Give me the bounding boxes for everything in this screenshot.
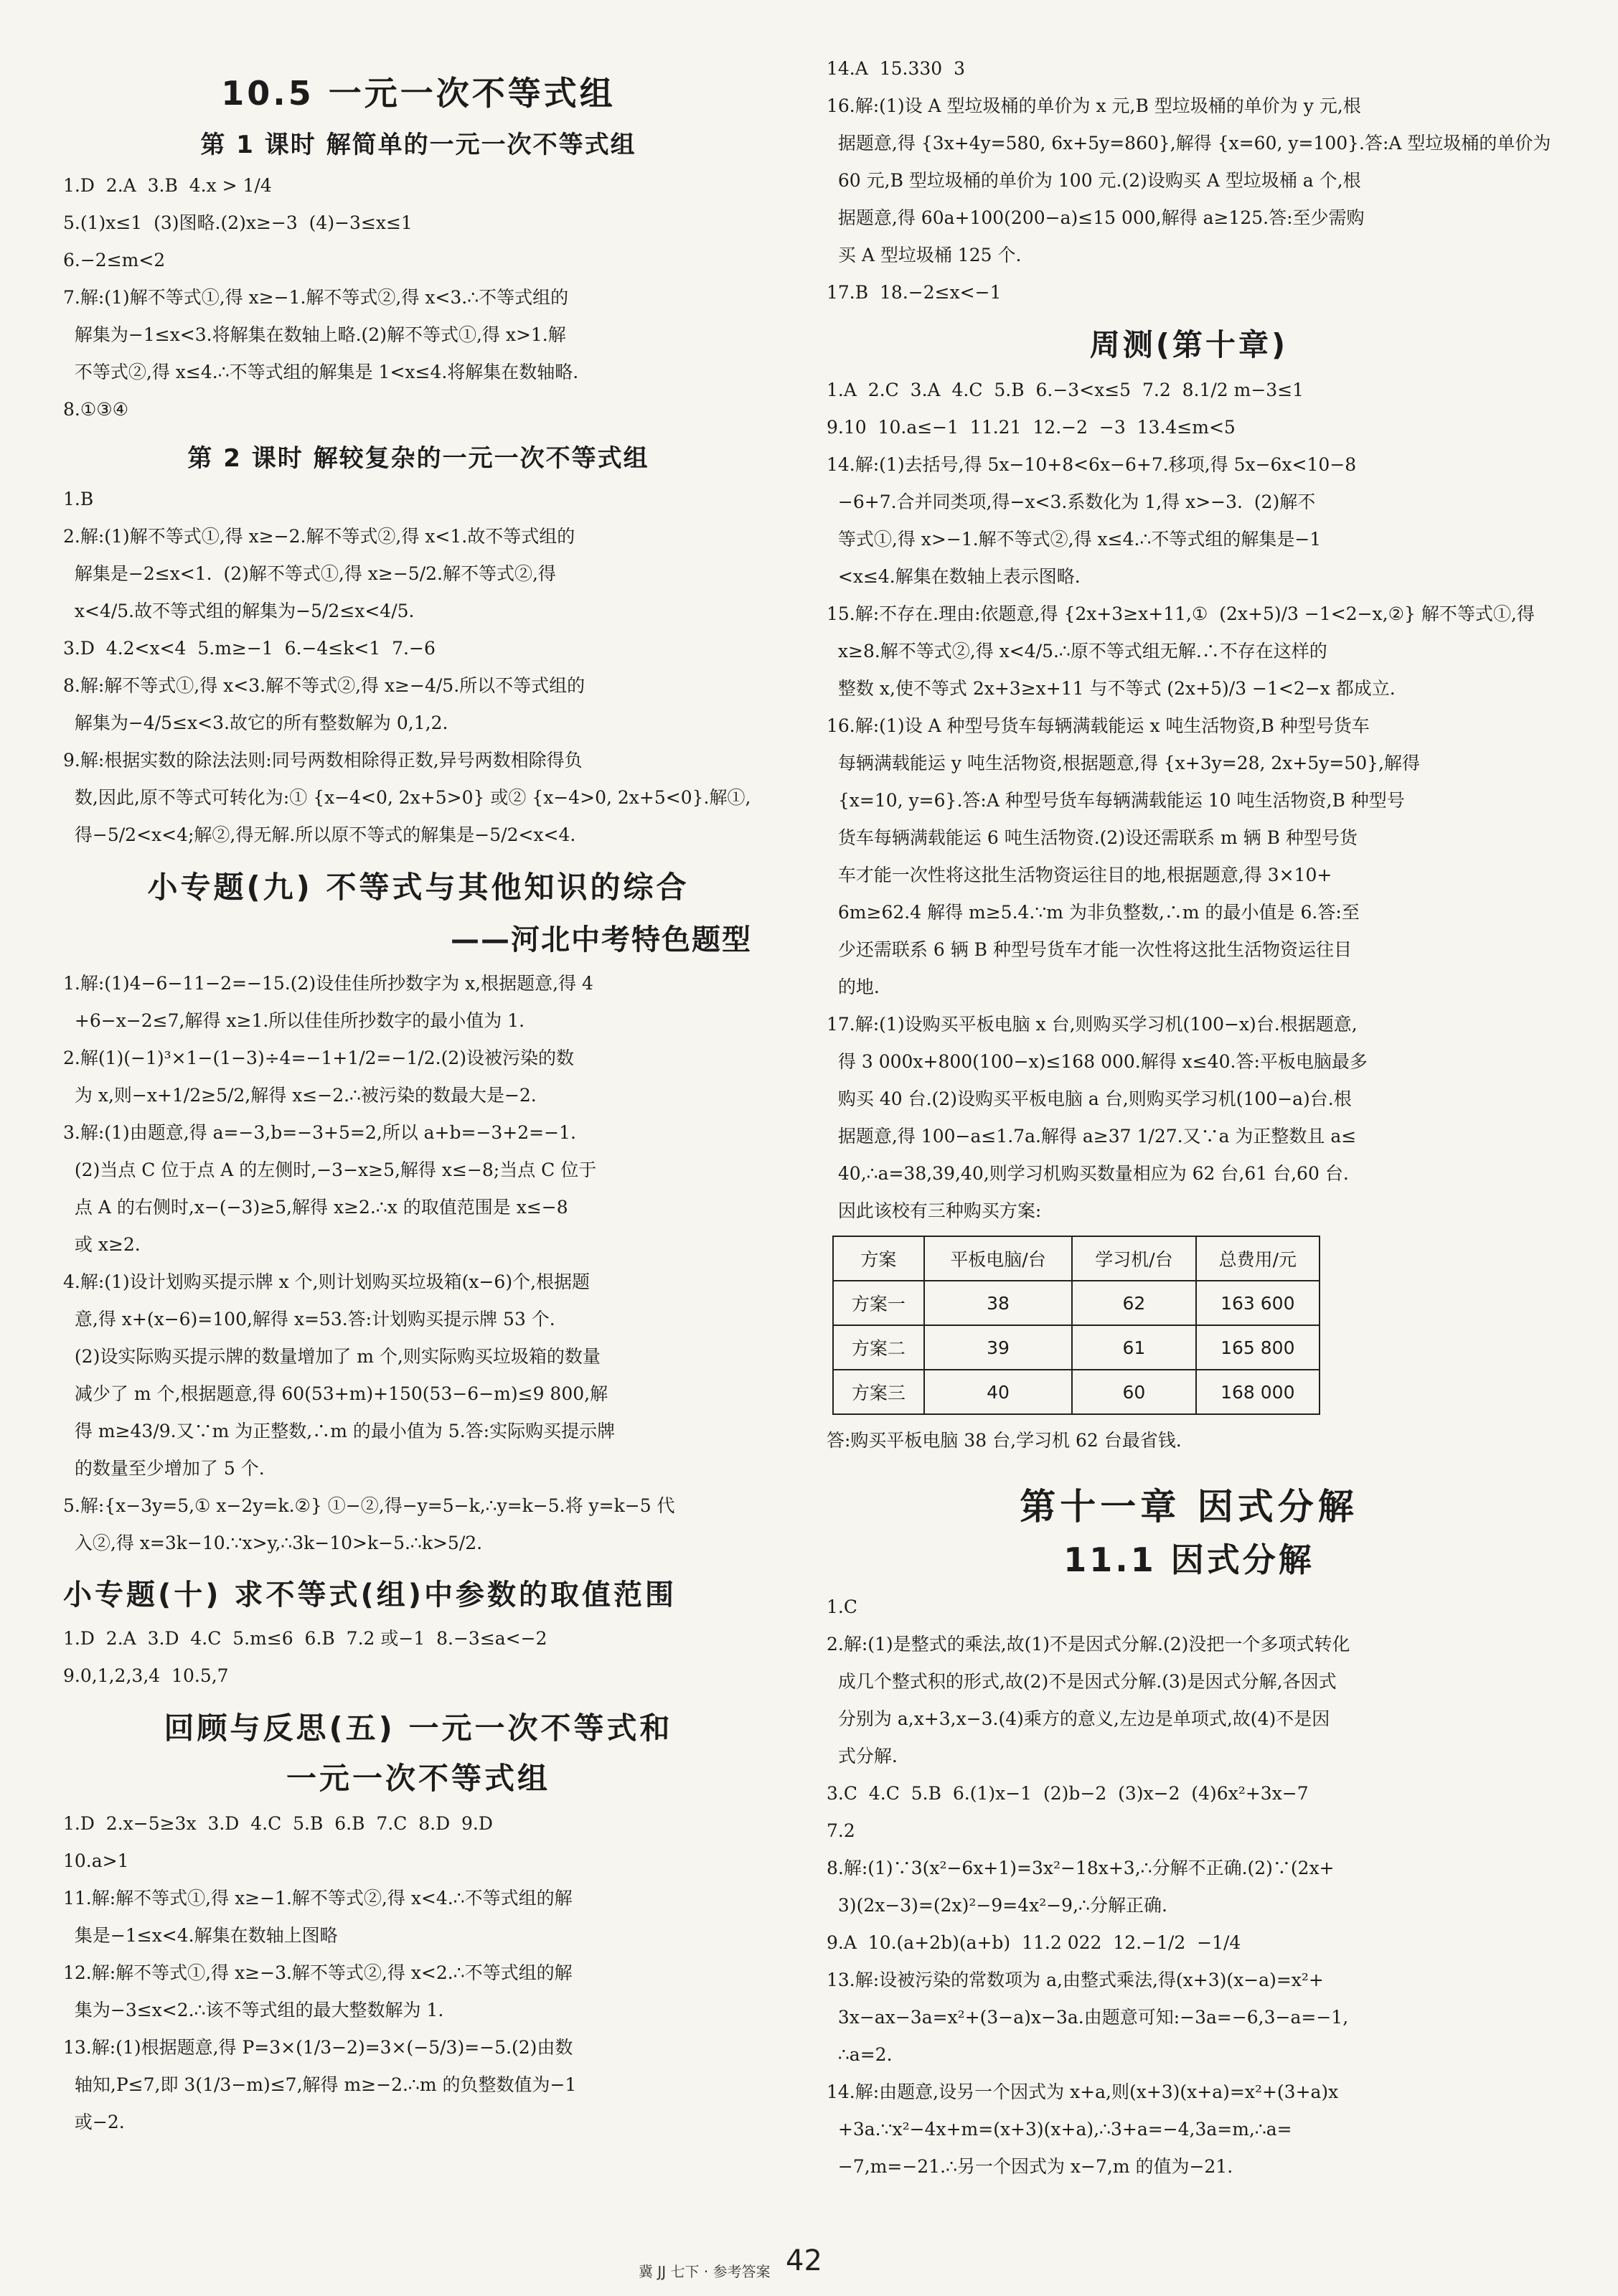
answer-line: 得 3 000x+800(100−x)≤168 000.解得 x≤40.答:平板电脑最多 (827, 1051, 1368, 1072)
answer-line: x≥8.解不等式②,得 x<4/5.∴原不等式组无解.∴不存在这样的 (827, 641, 1327, 662)
answer-line: 或−2. (63, 2112, 125, 2132)
table-header-cell: 平板电脑/台 (924, 1236, 1072, 1281)
answer-line: 3.解:(1)由题意,得 a=−3,b=−3+5=2,所以 a+b=−3+2=−1. (63, 1122, 576, 1143)
table-answer: 答:购买平板电脑 38 台,学习机 62 台最省钱. (827, 1430, 1182, 1451)
section-title-10-5: 10.5 一元一次不等式组 (221, 74, 616, 113)
answer-line: 5.解:{x−3y=5,① x−2y=k.②} ①−②,得−y=5−k,∴y=k−5.将 y=k−5 代 (63, 1495, 675, 1516)
answer-line: 车才能一次性将这批生活物资运往目的地,根据题意,得 3×10+ (827, 865, 1332, 885)
lesson-1-answers (63, 167, 773, 428)
table-row (833, 1281, 1320, 1325)
answer-line: 11.解:解不等式①,得 x≥−1.解不等式②,得 x<4.∴不等式组的解 (63, 1888, 573, 1909)
answer-line: 据题意,得 {3x+4y=580, 6x+5y=860},解得 {x=60, y=100}.答:A 型垃圾桶的单价为 (827, 133, 1551, 154)
answer-line: +6−x−2≤7,解得 x≥1.所以佳佳所抄数字的最小值为 1. (63, 1010, 525, 1031)
answer-line: 据题意,得 100−a≤1.7a.解得 a≥37 1/27.又∵a 为正整数且 a≤ (827, 1126, 1357, 1147)
answer-line: +3a.∵x²−4x+m=(x+3)(x+a),∴3+a=−4,3a=m,∴a= (827, 2119, 1292, 2140)
table-cell: 168 000 (1196, 1370, 1320, 1414)
answer-line: −6+7.合并同类项,得−x<3.系数化为 1,得 x>−3. (2)解不 (827, 491, 1316, 512)
answer-line: 意,得 x+(x−6)=100,解得 x=53.答:计划购买提示牌 53 个. (63, 1309, 555, 1330)
answer-line: 14.A 15.330 3 (827, 58, 965, 79)
table-cell: 方案三 (833, 1370, 924, 1414)
table-cell: 163 600 (1196, 1281, 1320, 1325)
answer-line: −7,m=−21.∴另一个因式为 x−7,m 的值为−21. (827, 2156, 1233, 2177)
answer-line: 2.解:(1)是整式的乘法,故(1)不是因式分解.(2)没把一个多项式转化 (827, 1634, 1350, 1655)
answer-line: 点 A 的右侧时,x−(−3)≥5,解得 x≥2.∴x 的取值范围是 x≤−8 (63, 1197, 568, 1218)
topic-9-title: 小专题(九) 不等式与其他知识的综合 (147, 870, 690, 905)
answer-line: (2)当点 C 位于点 A 的左侧时,−3−x≥5,解得 x≤−8;当点 C 位于 (63, 1159, 597, 1180)
answer-line: 16.解:(1)设 A 型垃圾桶的单价为 x 元,B 型垃圾桶的单价为 y 元,根 (827, 95, 1361, 116)
topic-9-answers (63, 965, 773, 1562)
answer-line: 减少了 m 个,根据题意,得 60(53+m)+150(53−6−m)≤9 800,解 (63, 1383, 608, 1404)
answer-line: 1.B (63, 489, 94, 509)
answer-line: 每辆满载能运 y 吨生活物资,根据题意,得 {x+3y=28, 2x+5y=50},解得 (827, 753, 1420, 773)
answer-line: 为 x,则−x+1/2≥5/2,解得 x≤−2.∴被污染的数最大是−2. (63, 1085, 537, 1106)
lesson-1-title: 第 1 课时 解简单的一元一次不等式组 (200, 131, 636, 159)
table-cell: 165 800 (1196, 1325, 1320, 1370)
table-header-cell: 方案 (833, 1236, 924, 1281)
answer-line: ∴a=2. (827, 2044, 893, 2065)
section-11-1-title: 11.1 因式分解 (1063, 1540, 1314, 1579)
answer-line: 15.解:不存在.理由:依题意,得 {2x+3≥x+11,① (2x+5)/3 −1<2−x,②} 解不等式①,得 (827, 603, 1535, 624)
answer-line: 1.D 2.A 3.D 4.C 5.m≤6 6.B 7.2 或−1 8.−3≤a<−2 (63, 1628, 547, 1649)
table-header-row (833, 1236, 1320, 1281)
review-5-subtitle: 一元一次不等式组 (286, 1761, 550, 1796)
answer-line: 集为−3≤x<2.∴该不等式组的最大整数解为 1. (63, 2000, 444, 2020)
answer-line: 9.A 10.(a+2b)(a+b) 11.2 022 12.−1/2 −1/4 (827, 1932, 1241, 1953)
answer-line: 成几个整式积的形式,故(2)不是因式分解.(3)是因式分解,各因式 (827, 1671, 1337, 1692)
answer-line: 据题意,得 60a+100(200−a)≤15 000,解得 a≥125.答:至少需购 (827, 207, 1365, 228)
table-cell: 方案二 (833, 1325, 924, 1370)
answer-line: 1.D 2.x−5≥3x 3.D 4.C 5.B 6.B 7.C 8.D 9.D (63, 1813, 493, 1834)
answer-line: 1.A 2.C 3.A 4.C 5.B 6.−3<x≤5 7.2 8.1/2 m−3≤1 (827, 380, 1304, 400)
answer-line: 得 m≥43/9.又∵m 为正整数,∴m 的最小值为 5.答:实际购买提示牌 (63, 1421, 616, 1441)
answer-line: 因此该校有三种购买方案: (827, 1200, 1042, 1221)
answer-line: 3.C 4.C 5.B 6.(1)x−1 (2)b−2 (3)x−2 (4)6x²+3x−7 (827, 1783, 1309, 1804)
lesson-2-title: 第 2 课时 解较复杂的一元一次不等式组 (187, 444, 649, 473)
section-11-1-answers (827, 1589, 1551, 2186)
answer-line: 14.解:(1)去括号,得 5x−10+8<6x−6+7.移项,得 5x−6x<10−8 (827, 454, 1357, 475)
answer-line: 的地. (827, 977, 880, 997)
table-row (833, 1325, 1320, 1370)
answer-line: 轴知,P≤7,即 3(1/3−m)≤7,解得 m≥−2.∴m 的负整数值为−1 (63, 2074, 577, 2095)
answer-line: 9.解:根据实数的除法法则:同号两数相除得正数,异号两数相除得负 (63, 750, 583, 771)
answer-line: 7.解:(1)解不等式①,得 x≥−1.解不等式②,得 x<3.∴不等式组的 (63, 287, 569, 308)
answer-line: 解集为−1≤x<3.将解集在数轴上略.(2)解不等式①,得 x>1.解 (63, 324, 566, 345)
answer-line: 17.B 18.−2≤x<−1 (827, 282, 1002, 303)
answer-line: 3.D 4.2<x<4 5.m≥−1 6.−4≤k<1 7.−6 (63, 638, 436, 659)
answer-line: 7.2 (827, 1820, 855, 1841)
answer-line: 1.C (827, 1596, 857, 1617)
table-cell: 61 (1072, 1325, 1195, 1370)
lesson-2-answers (63, 481, 773, 854)
answer-line: x<4/5.故不等式组的解集为−5/2≤x<4/5. (63, 601, 415, 621)
answer-line: 3x−ax−3a=x²+(3−a)x−3a.由题意可知:−3a=−6,3−a=−1, (827, 2007, 1349, 2028)
answer-line: 8.解:解不等式①,得 x<3.解不等式②,得 x≥−4/5.所以不等式组的 (63, 675, 585, 696)
answer-line: 16.解:(1)设 A 种型号货车每辆满载能运 x 吨生活物资,B 种型号货车 (827, 715, 1370, 736)
answer-line: 入②,得 x=3k−10.∵x>y,∴3k−10>k−5.∴k>5/2. (63, 1533, 483, 1553)
review-5-answers (63, 1805, 773, 2141)
answer-line: {x=10, y=6}.答:A 种型号货车每辆满载能运 10 吨生活物资,B 种型号 (827, 790, 1405, 811)
answer-line: 6m≥62.4 解得 m≥5.4.∵m 为非负整数,∴m 的最小值是 6.答:至 (827, 902, 1360, 923)
answer-line: 解集为−4/5≤x<3.故它的所有整数解为 0,1,2. (63, 712, 448, 733)
answer-line: 1.解:(1)4−6−11−2=−15.(2)设佳佳所抄数字为 x,根据题意,得 4 (63, 973, 593, 994)
answer-line: 数,因此,原不等式可转化为:① {x−4<0, 2x+5>0} 或② {x−4>0, 2x+5<0}.解①, (63, 787, 751, 808)
purchase-plan-table (832, 1236, 1320, 1415)
answer-line: 货车每辆满载能运 6 吨生活物资.(2)设还需联系 m 辆 B 种型号货 (827, 827, 1358, 848)
right-column (827, 50, 1551, 2186)
answer-line: 4.解:(1)设计划购买提示牌 x 个,则计划购买垃圾箱(x−6)个,根据题 (63, 1271, 591, 1292)
answer-line: 的数量至少增加了 5 个. (63, 1458, 265, 1479)
answer-line: 2.解:(1)解不等式①,得 x≥−2.解不等式②,得 x<1.故不等式组的 (63, 526, 575, 547)
answer-line: 8.①③④ (63, 399, 129, 420)
answer-line: 买 A 型垃圾桶 125 个. (827, 245, 1022, 265)
answer-line: <x≤4.解集在数轴上表示图略. (827, 566, 1081, 587)
topic-10-answers (63, 1620, 773, 1695)
table-cell: 60 (1072, 1370, 1195, 1414)
chapter-11-title: 第十一章 因式分解 (1020, 1486, 1358, 1528)
table-cell: 39 (924, 1325, 1072, 1370)
answer-line: 分别为 a,x+3,x−3.(4)乘方的意义,左边是单项式,故(4)不是因 (827, 1708, 1330, 1729)
answer-line: 购买 40 台.(2)设购买平板电脑 a 台,则购买学习机(100−a)台.根 (827, 1088, 1352, 1109)
topic-10-title: 小专题(十) 求不等式(组)中参数的取值范围 (63, 1578, 677, 1612)
answer-line: 40,∴a=38,39,40,则学习机购买数量相应为 62 台,61 台,60 台. (827, 1163, 1349, 1184)
answer-line: 5.(1)x≤1 (3)图略.(2)x≥−3 (4)−3≤x≤1 (63, 212, 413, 233)
review-5-title: 回顾与反思(五) 一元一次不等式和 (164, 1711, 673, 1746)
topic-9-subtitle: ——河北中考特色题型 (451, 923, 752, 956)
answer-line: 12.解:解不等式①,得 x≥−3.解不等式②,得 x<2.∴不等式组的解 (63, 1962, 573, 1983)
answer-line: 1.D 2.A 3.B 4.x > 1/4 (63, 175, 272, 196)
page-number: 42 (786, 2244, 822, 2277)
answer-line: 或 x≥2. (63, 1234, 141, 1255)
answer-line: 14.解:由题意,设另一个因式为 x+a,则(x+3)(x+a)=x²+(3+a)x (827, 2081, 1339, 2102)
table-cell: 40 (924, 1370, 1072, 1414)
answer-line: 得−5/2<x<4;解②,得无解.所以原不等式的解集是−5/2<x<4. (63, 824, 576, 845)
table-header-cell: 学习机/台 (1072, 1236, 1195, 1281)
answer-line: 13.解:设被污染的常数项为 a,由整式乘法,得(x+3)(x−a)=x²+ (827, 1970, 1324, 1990)
answer-line: 集是−1≤x<4.解集在数轴上图略 (63, 1925, 338, 1946)
answer-line: 不等式②,得 x≤4.∴不等式组的解集是 1<x≤4.将解集在数轴略. (63, 362, 579, 382)
answer-line: 6.−2≤m<2 (63, 250, 166, 270)
answer-line: 等式①,得 x>−1.解不等式②,得 x≤4.∴不等式组的解集是−1 (827, 529, 1322, 550)
answer-line: 2.解(1)(−1)³×1−(1−3)÷4=−1+1/2=−1/2.(2)设被污染的数 (63, 1048, 575, 1068)
answer-line: 解集是−2≤x<1. (2)解不等式①,得 x≥−5/2.解不等式②,得 (63, 563, 556, 584)
answer-line: 9.0,1,2,3,4 10.5,7 (63, 1665, 229, 1686)
table-row (833, 1370, 1320, 1414)
answer-line: 式分解. (827, 1746, 898, 1766)
weekly-test-title: 周测(第十章) (1089, 327, 1289, 362)
table-cell: 方案一 (833, 1281, 924, 1325)
answer-line: 13.解:(1)根据题意,得 P=3×(1/3−2)=3×(−5/3)=−5.(2)由数 (63, 2037, 573, 2058)
table-header-cell: 总费用/元 (1196, 1236, 1320, 1281)
table-cell: 62 (1072, 1281, 1195, 1325)
review-5-answers-cont (827, 50, 1551, 311)
left-column (63, 57, 773, 2141)
answer-line: 17.解:(1)设购买平板电脑 x 台,则购买学习机(100−x)台.根据题意, (827, 1014, 1358, 1035)
answer-line: (2)设实际购买提示牌的数量增加了 m 个,则实际购买垃圾箱的数量 (63, 1346, 601, 1367)
answer-line: 少还需联系 6 辆 B 种型号货车才能一次性将这批生活物资运往目 (827, 939, 1352, 960)
answer-line: 整数 x,使不等式 2x+3≥x+11 与不等式 (2x+5)/3 −1<2−x 都成立. (827, 678, 1396, 699)
answer-line: 60 元,B 型垃圾桶的单价为 100 元.(2)设购买 A 型垃圾桶 a 个,根 (827, 170, 1361, 191)
table-cell: 38 (924, 1281, 1072, 1325)
answer-line: 3)(2x−3)=(2x)²−9=4x²−9,∴分解正确. (827, 1895, 1167, 1916)
answer-line: 8.解:(1)∵3(x²−6x+1)=3x²−18x+3,∴分解不正确.(2)∵(2x+ (827, 1858, 1335, 1878)
answer-line: 10.a>1 (63, 1850, 129, 1871)
answer-line: 9.10 10.a≤−1 11.21 12.−2 −3 13.4≤m<5 (827, 417, 1236, 438)
weekly-test-answers (827, 372, 1551, 1230)
page-footer-label: 冀 JJ 七下 · 参考答案 (639, 2263, 771, 2280)
